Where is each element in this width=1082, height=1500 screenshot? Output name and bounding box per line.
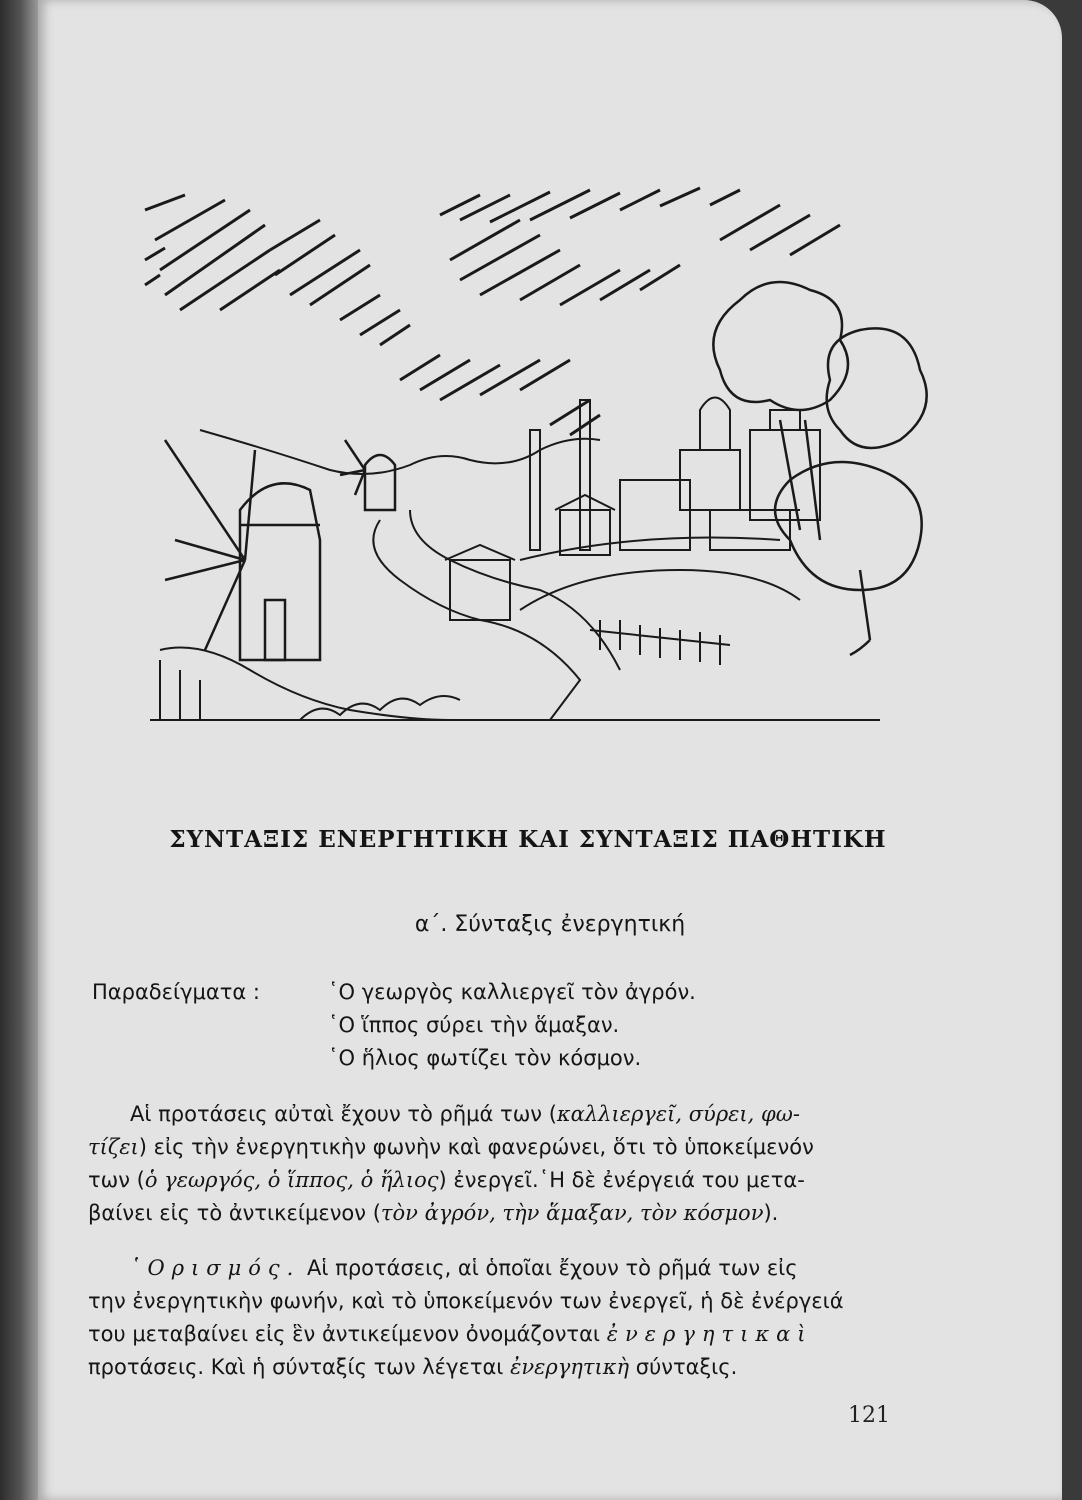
spaced-italic-term: ῾Ορισμός. [130, 1256, 301, 1280]
explanation-paragraph [88, 1098, 888, 1230]
italic-text: καλλιεργεῖ, σύρει, φω- [556, 1102, 800, 1126]
text-run: Αἱ προτάσεις αὐταὶ ἔχουν τὸ ρῆμά των ( [130, 1102, 557, 1126]
italic-text: ἐνεργητικὴ [510, 1355, 630, 1379]
text-run: των ( [88, 1168, 145, 1192]
paragraph-line [88, 1164, 888, 1197]
paragraph-line: την ἐνεργητικὴν φωνήν, καὶ τὸ ὑποκείμενόν των ἐνεργεῖ, ἡ δὲ ἐνέργειά [88, 1289, 844, 1313]
paragraph-line [88, 1098, 888, 1131]
section-title: ΣΥΝΤΑΞΙΣ ΕΝΕΡΓΗΤΙΚΗ ΚΑΙ ΣΥΝΤΑΞΙΣ ΠΑΘΗΤΙΚΗ [169, 826, 887, 853]
italic-text: τίζει [88, 1135, 139, 1159]
example-sentence: ῾Ο ἥλιος φωτίζει τὸν κόσμον. [328, 1046, 642, 1070]
text-run: βαίνει εἰς τὸ ἀντικείμενον ( [88, 1201, 381, 1225]
section-subtitle: α΄. Σύνταξις ἐνεργητική [414, 912, 686, 937]
ground [150, 510, 880, 720]
spaced-italic-term: ἐνεργητικαὶ [606, 1322, 813, 1346]
book-page [38, 0, 1062, 1500]
italic-text: ὁ γεωργός, ὁ ἵππος, ὁ ἥλιος [144, 1168, 439, 1192]
text-run: σύνταξις. [629, 1355, 738, 1379]
village-buildings [520, 398, 820, 561]
paragraph-line [88, 1318, 888, 1351]
examples-label: Παραδείγματα : [92, 980, 260, 1004]
definition-paragraph [88, 1252, 888, 1384]
sky-hatching [145, 188, 840, 435]
example-sentence: ῾Ο γεωργὸς καλλιεργεῖ τὸν ἀγρόν. [328, 980, 696, 1004]
text-run: ) ἐνεργεῖ.῾Η δὲ ἐνέργειά του μετα- [438, 1168, 805, 1192]
paragraph-line [88, 1131, 888, 1164]
book-spine [0, 0, 38, 1500]
village-landscape-illustration [100, 180, 930, 740]
text-run: ). [763, 1201, 779, 1225]
text-run: ) εἰς τὴν ἐνεργητικὴν φωνὴν καὶ φανερώνει, ὅτι τὸ ὑποκείμενόν [138, 1135, 814, 1159]
paragraph-line [88, 1252, 888, 1285]
paragraph-line [88, 1197, 888, 1230]
italic-text: τὸν ἀγρόν, τὴν ἅμαξαν, τὸν κόσμον [380, 1201, 764, 1225]
text-run: Αἱ προτάσεις, αἱ ὁποῖαι ἔχουν τὸ ρῆμά των εἰς [300, 1256, 798, 1280]
text-run: του μεταβαίνει εἰς ἓν ἀντικείμενον ὀνομάζονται [88, 1322, 607, 1346]
paragraph-line [88, 1351, 888, 1384]
example-sentence: ῾Ο ἵππος σύρει τὴν ἅμαξαν. [328, 1013, 620, 1037]
text-run: προτάσεις. Καὶ ἡ σύνταξίς των λέγεται [88, 1355, 511, 1379]
page-number: 121 [848, 1403, 890, 1428]
